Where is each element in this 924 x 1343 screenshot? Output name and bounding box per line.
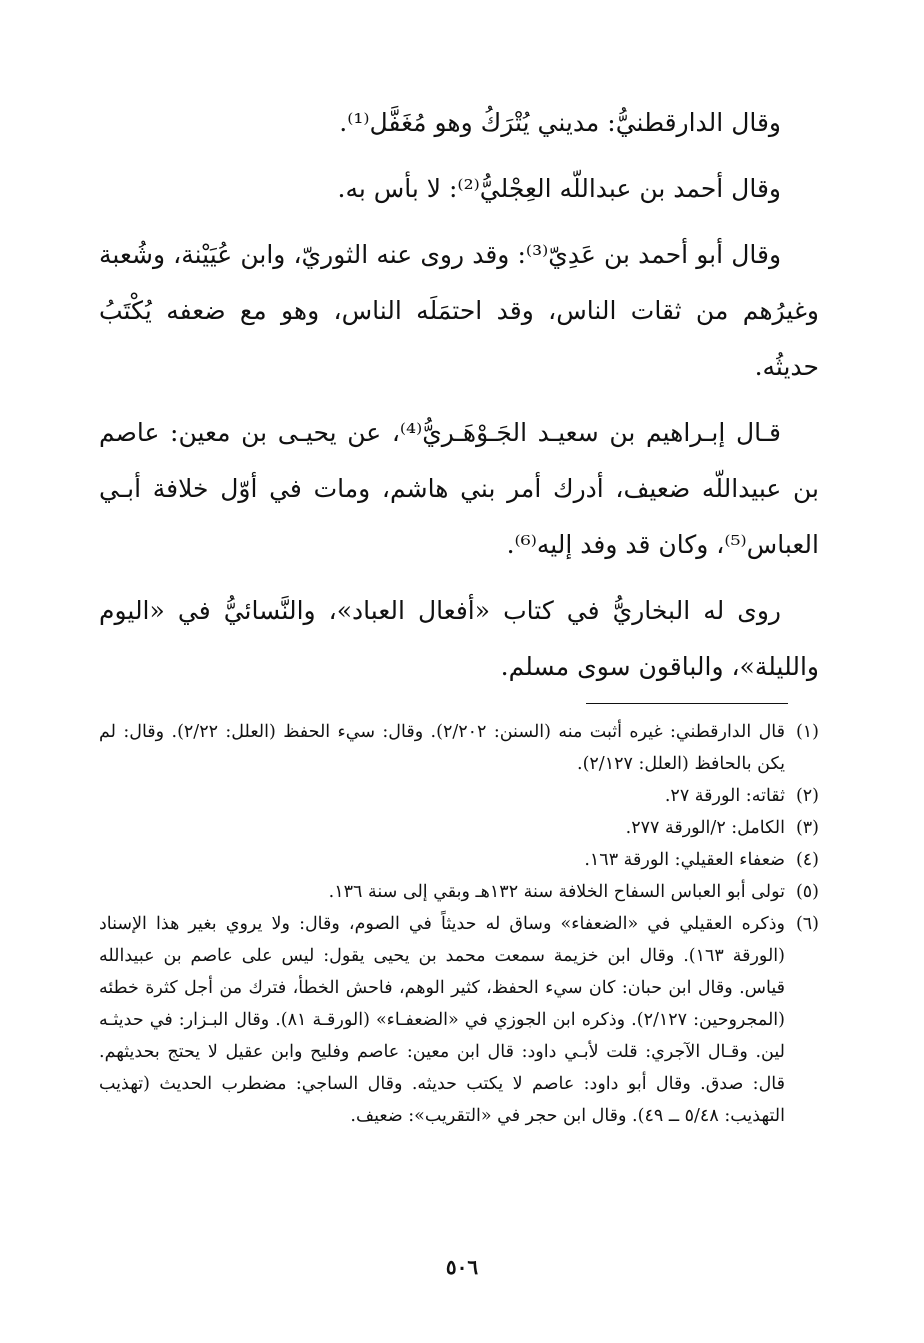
- footnote-separator: [586, 703, 788, 704]
- footnote-number: (٢): [795, 786, 819, 806]
- footnote-number: (١): [795, 722, 819, 742]
- footnote-text: وذكره العقيلي في «الضعفاء» وساق له حديثاً في الصوم، وقال: ولا يروي بغير هذا الإسناد (الورقة ١٦٣). وقال ابن خزيمة سمعت محمد بن يحيى يقول: ليس على عاصم بن عبيدالله قياس. وقال ابن حبان: كان سيء الحفظ، كثير الوهم، فاحش الخطأ، فترك من أجل كثرة خطئه (المجروحين: ٢/١٢٧). وذكره ابن الجوزي في «الضعفـاء» (الورقـة ٨١). وقال البـزار: في حديثـه لين. وقـال الآجري: قلت لأبـي داود: قال ابن معين: عاصم وفليح وابن عقيل لا يحتج بحديثهم. قال: صدق. وقال أبو داود: عاصم لا يكتب حديثه. وقال الساجي: مضطرب الحديث (تهذيب التهذيب: ٥/٤٨ ــ ٤٩). وقال ابن حجر في «التقريب»: ضعيف.: [99, 914, 785, 1126]
- footnote-number: (٣): [795, 818, 819, 838]
- footnote-number: (٥): [795, 882, 819, 902]
- paragraph-jawhari: قـال إبـراهيم بن سعيـد الجَـوْهَـريُّ⁽⁴⁾، عن يحيـى بن معين: عاصم بن عبيداللّه ضعيف، أدرك أمر بني هاشم، ومات في أوّل خلافة أبـي العباس⁽⁵⁾، وكان قد وفد إليه⁽⁶⁾.: [99, 418, 819, 559]
- paragraph-daraqutni: وقال الدارقطنيُّ: مديني يُتْرَكُ وهو مُغَفَّل⁽¹⁾.: [339, 108, 781, 137]
- footnote-4: [99, 844, 819, 876]
- footnote-3: [99, 812, 819, 844]
- footnote-text: قال الدارقطني: غيره أثبت منه (السنن: ٢/٢٠٢). وقال: سيء الحفظ (العلل: ٢/٢٢). وقال: لم يكن بالحافظ (العلل: ٢/١٢٧).: [99, 722, 785, 774]
- footnote-6: [99, 908, 819, 1132]
- paragraph-ibn-adi: وقال أبو أحمد بن عَدِيّ⁽³⁾: وقد روى عنه الثوريّ، وابن عُيَيْنة، وشُعبة وغيرُهم من ثقات الناس، وقد احتمَلَه الناس، وهو مع ضعفه يُكْتَبُ حديثُه.: [99, 240, 819, 381]
- footnote-number: (٤): [795, 850, 819, 870]
- page-number: ٥٠٦: [445, 1255, 479, 1279]
- footnotes: [99, 716, 819, 1132]
- footnote-number: (٦): [795, 914, 819, 934]
- main-text: [99, 95, 819, 705]
- footnote-text: ضعفاء العقيلي: الورقة ١٦٣.: [584, 850, 785, 870]
- footnote-1: [99, 716, 819, 780]
- footnote-5: [99, 876, 819, 908]
- footnote-text: ثقاته: الورقة ٢٧.: [664, 786, 785, 806]
- paragraph-narrators: روى له البخاريُّ في كتاب «أفعال العباد»، والنَّسائيُّ في «اليوم والليلة»، والباقون سوى مسلم.: [99, 596, 819, 681]
- paragraph-ijli: وقال أحمد بن عبداللّه العِجْليُّ⁽²⁾: لا بأس به.: [337, 174, 781, 203]
- footnote-2: [99, 780, 819, 812]
- footnote-text: تولى أبو العباس السفاح الخلافة سنة ١٣٢هـ وبقي إلى سنة ١٣٦.: [328, 882, 785, 902]
- footnote-text: الكامل: ٢/الورقة ٢٧٧.: [625, 818, 785, 838]
